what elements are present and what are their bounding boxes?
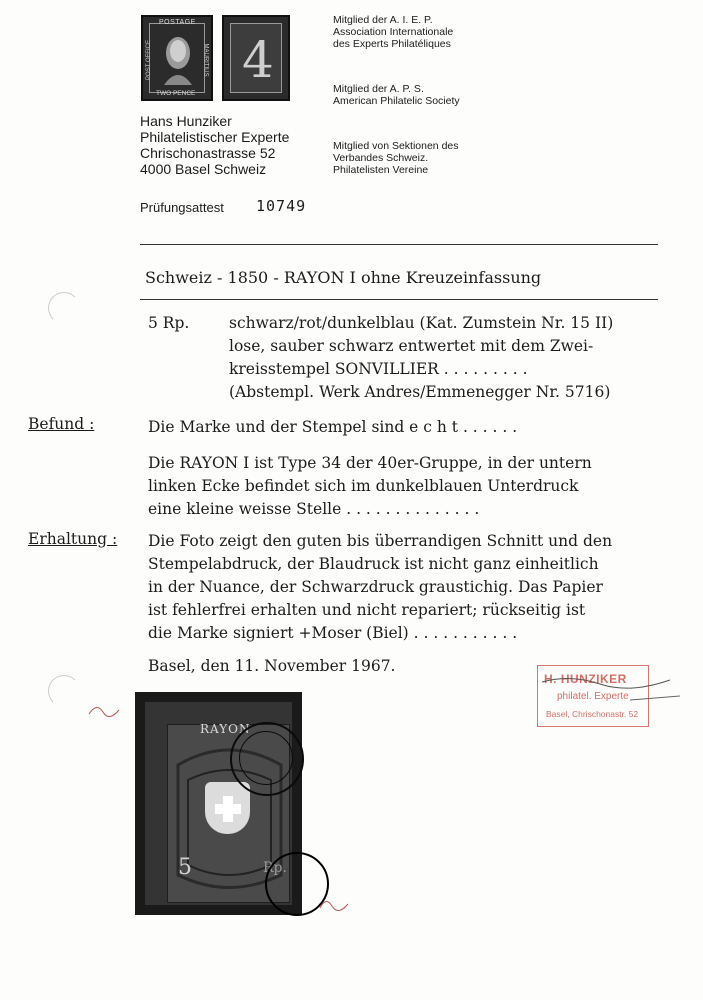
stamp1-bottom-text: TWO PENCE: [156, 90, 196, 97]
befund-label: Befund :: [28, 415, 95, 433]
affiliation-svpv: Mitglied von Sektionen des Verbandes Schweiz. Philatelisten Vereine: [333, 140, 459, 176]
expert-address: [140, 113, 289, 177]
stamp1-right-text: MAURITIUS: [202, 43, 209, 77]
expert-name: Hans Hunziker: [140, 113, 232, 129]
befund-verdict: Die Marke und der Stempel sind e c h t . . . . . .: [148, 418, 518, 436]
divider: [140, 244, 658, 245]
erhaltung-details: Die Foto zeigt den guten bis überrandigen Schnitt und den Stempelabdruck, der Blaudruck ist nicht ganz einheitlich in der Nuance, der Schwarzdruck graustichig. Das Papier ist fehlerfrei erhalten und nicht repariert; rückseitig ist die Marke signiert +Moser (Biel) . . . . . . . . . . .: [148, 532, 613, 642]
handstamp-address: Basel, Chrischonastr. 52: [546, 709, 639, 719]
expert-city: 4000 Basel Schweiz: [140, 161, 267, 177]
stamp1-left-text: POST OFFICE: [145, 40, 152, 80]
small-signature-left: [85, 700, 135, 720]
punch-hole-mark: [48, 292, 80, 324]
punch-hole-mark: [48, 675, 80, 707]
expert-street: Chrischonastrasse 52: [140, 145, 276, 161]
stamp1-top-text: POSTAGE: [159, 19, 196, 26]
stamp-unit: Rp.: [263, 860, 287, 876]
rayon-stamp-photo: [135, 692, 302, 915]
numeral-stamp-image: [222, 15, 290, 101]
signature-scribble: [540, 670, 690, 710]
erhaltung-label: Erhaltung :: [28, 530, 118, 548]
stamp-rayon-label: RAYON: [200, 722, 251, 736]
stamp2-value: 4: [242, 31, 274, 89]
certificate-number: 10749: [256, 197, 307, 215]
befund-details: Die RAYON I ist Type 34 der 40er-Gruppe, in der untern linken Ecke befindet sich im dunkelblauen Unterdruck eine kleine weisse Stelle . . . . . . . . . . . . . .: [148, 454, 592, 518]
handstamp-title: philatel. Experte: [557, 691, 629, 702]
stamp-value-numeral: 5: [178, 855, 192, 880]
stamp-value-label: 5 Rp.: [148, 314, 190, 332]
mauritius-post-office-stamp-image: [141, 15, 213, 101]
affiliation-aiep: Mitglied der A. I. E. P. Association Internationale des Experts Philatéliques: [333, 14, 454, 50]
stamp-description: schwarz/rot/dunkelblau (Kat. Zumstein Nr. 15 II) lose, sauber schwarz entwertet mit dem Zwei- kreisstempel SONVILLIER . . . . . . . . . (Abstempl. Werk Andres/Emmenegger Nr. 5716): [229, 314, 614, 401]
date-line: Basel, den 11. November 1967.: [148, 657, 396, 675]
expert-title: Philatelistischer Experte: [140, 129, 290, 145]
certificate-label: Prüfungsattest: [140, 200, 224, 215]
affiliation-aps: Mitglied der A. P. S. American Philatelic Society: [333, 83, 460, 107]
handstamp-name: H. HUNZIKER: [544, 672, 627, 686]
queen-portrait-icon: [160, 31, 196, 85]
certificate-title: Schweiz - 1850 - RAYON I ohne Kreuzeinfassung: [145, 268, 542, 287]
small-signature-right: [316, 892, 356, 916]
divider: [140, 299, 658, 300]
